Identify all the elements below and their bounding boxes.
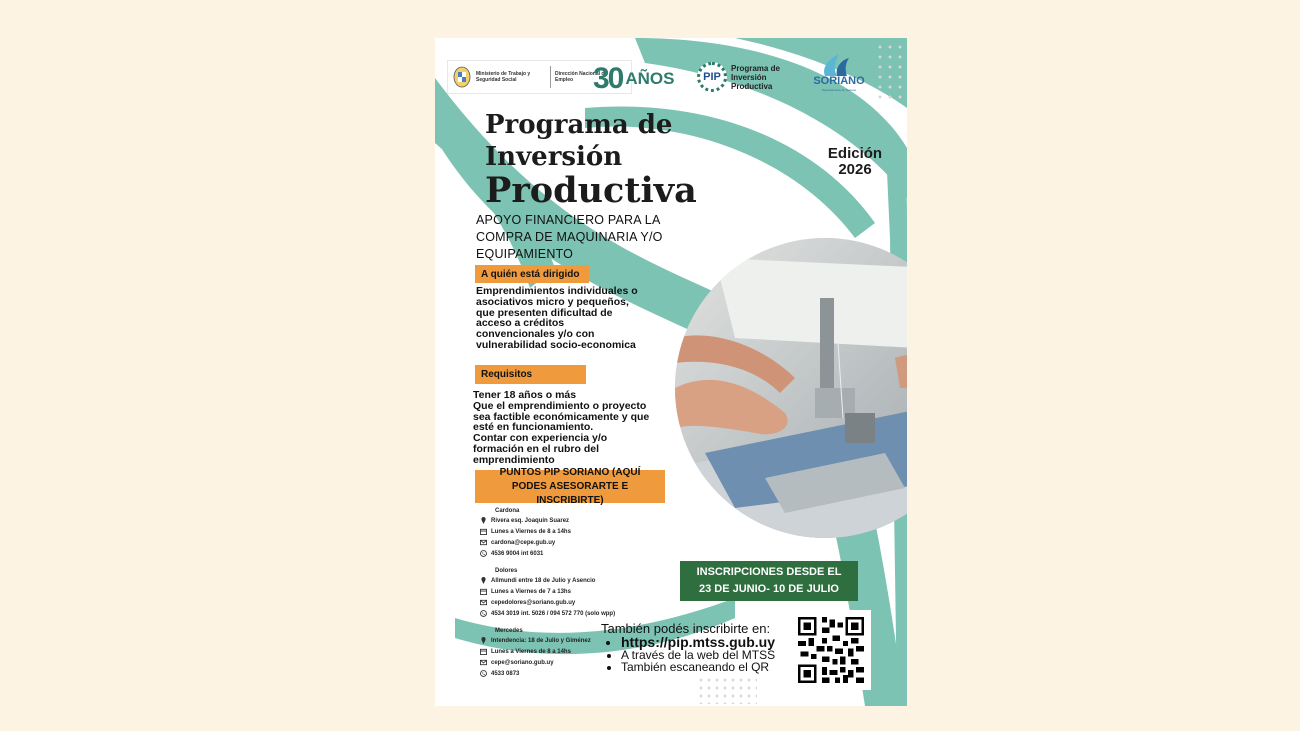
ministry-name: Ministerio de Trabajo y Seguridad Social (476, 71, 531, 83)
requirements-list (473, 390, 653, 466)
edition-label (815, 146, 895, 178)
online-options-list (601, 636, 801, 674)
location-address: Intendencia: 18 de Julio y Giménez (491, 637, 591, 644)
soriano-subtitle: Departamento de Soriano (821, 88, 857, 92)
whatsapp-icon (480, 550, 487, 557)
location-email: cepe@soriano.gub.uy (491, 659, 554, 666)
online-option: • También escaneando el QR (621, 661, 801, 674)
calendar-icon (480, 648, 487, 655)
soriano-word: SORIANO (813, 75, 865, 87)
location-hours: Lunes a Viernes de 8 a 14hs (491, 528, 571, 535)
location-pin-icon (480, 577, 487, 584)
email-icon (480, 599, 487, 606)
location-name: Dolores (495, 568, 518, 574)
location-phone: 4533 0873 (491, 670, 520, 677)
requirement-item: Tener 18 años o más (473, 389, 577, 401)
anniversary-logo (593, 62, 675, 96)
address-row (480, 577, 680, 584)
requirement-item: Contar con experiencia y/o formación en el rubro del emprendimiento (473, 432, 608, 466)
online-registration (601, 621, 801, 674)
registration-dates-box (680, 561, 858, 601)
requirements-label: Requisitos (475, 365, 586, 384)
pip-gear-icon: PIP (697, 62, 727, 92)
whatsapp-icon (480, 670, 487, 677)
location-address: Rivera esq. Joaquín Suarez (491, 517, 570, 524)
location-pin-icon (480, 637, 487, 644)
edition-year: 2026 (838, 161, 872, 178)
address-row (480, 517, 680, 524)
registration-line-1: INSCRIPCIONES DESDE EL (696, 566, 842, 578)
whatsapp-icon (480, 610, 487, 617)
location-phone: 4534 3019 int. 5026 / 094 572 770 (solo wpp) (491, 610, 616, 617)
email-row (480, 599, 680, 606)
registration-url[interactable]: • https://pip.mtss.gub.uy (621, 636, 801, 649)
location-dolores (480, 568, 680, 617)
location-pin-icon (480, 517, 487, 524)
target-label: A quién está dirigido (475, 265, 589, 283)
calendar-icon (480, 588, 487, 595)
direction-name: Dirección Nacional de Empleo (555, 71, 608, 83)
title-line-2: Inversión (485, 142, 623, 172)
pip-name: Programa de Inversión Productiva (731, 63, 780, 91)
anniversary-number: 30 (593, 62, 623, 95)
location-hours: Lunes a Viernes de 7 a 13hs (491, 588, 571, 595)
requirement-item: Que el emprendimiento o proyecto sea factible económicamente y que esté en funcionamiento. (473, 399, 650, 434)
email-icon (480, 539, 487, 546)
poster (435, 38, 907, 706)
email-row (480, 539, 680, 546)
qr-code-icon (798, 617, 864, 683)
soriano-logo (811, 50, 867, 102)
qr-code[interactable] (791, 610, 871, 690)
location-hours: Lunes a Viernes de 8 a 14hs (491, 648, 571, 655)
logo-divider (550, 66, 551, 88)
hours-row (480, 588, 680, 595)
location-address: Allmundi entre 18 de Julio y Asencio (491, 577, 596, 584)
target-text: Emprendimientos individuales o asociativos micro y pequeños, que presenten dificultad de acceso a créditos convencionales y/o con vulnerabilidad socio-economica (476, 285, 638, 351)
email-icon (480, 659, 487, 666)
online-intro: También podés inscribirte en: (601, 621, 771, 636)
subtitle: APOYO FINANCIERO PARA LA COMPRA DE MAQUINARIA Y/O EQUIPAMIENTO (476, 213, 663, 261)
online-option: • A través de la web del MTSS (621, 649, 801, 662)
registration-line-2: 23 DE JUNIO- 10 DE JULIO (698, 583, 839, 595)
phone-row (480, 550, 680, 557)
phone-row (480, 610, 680, 617)
decorative-dots (875, 42, 903, 102)
anniversary-word: AÑOS (625, 69, 675, 88)
title-line-3: Productiva (485, 170, 697, 211)
points-label: PUNTOS PIP SORIANO (AQUÍ PODES ASESORARTE E INSCRIBIRTE) (475, 470, 665, 503)
edition-word: Edición (827, 145, 883, 162)
location-email: cepedolores@soriano.gub.uy (491, 599, 576, 606)
title-line-1: Programa de (485, 110, 673, 140)
location-phone: 4536 9004 int 6031 (491, 550, 544, 557)
location-email: cardona@cepe.gub.uy (491, 539, 556, 546)
location-name: Mercedes (495, 628, 523, 634)
hours-row (480, 528, 680, 535)
location-cardona (480, 508, 680, 557)
decorative-dots (697, 676, 757, 704)
pip-logo (697, 62, 791, 92)
uruguay-coat-of-arms-icon (452, 64, 472, 90)
calendar-icon (480, 528, 487, 535)
location-name: Cardona (495, 508, 520, 514)
